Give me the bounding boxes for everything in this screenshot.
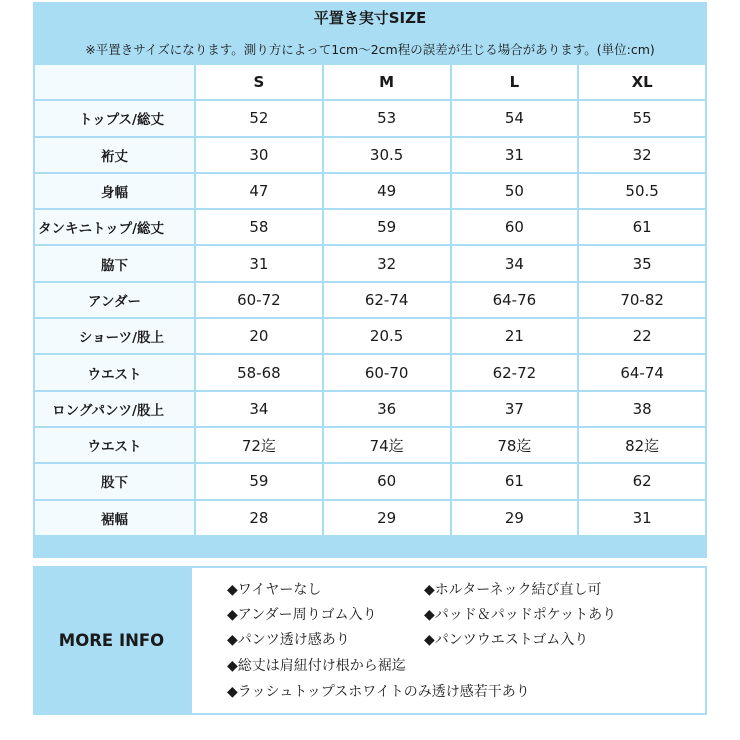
table-row xyxy=(35,101,705,135)
row-label: ウエスト xyxy=(35,355,194,389)
value-cell: 38 xyxy=(579,392,705,426)
value-cell: 60 xyxy=(324,464,450,498)
table-row xyxy=(35,138,705,172)
value-cell: 74迄 xyxy=(324,428,450,462)
table-row xyxy=(35,501,705,535)
value-cell: 20 xyxy=(196,319,322,353)
value-cell: 58 xyxy=(196,210,322,244)
value-cell: 32 xyxy=(579,138,705,172)
value-cell: 36 xyxy=(324,392,450,426)
more-info-panel xyxy=(33,566,707,715)
value-cell: 21 xyxy=(452,319,578,353)
value-cell: 20.5 xyxy=(324,319,450,353)
value-cell: 49 xyxy=(324,174,450,208)
value-cell: 58-68 xyxy=(196,355,322,389)
header-row xyxy=(35,65,705,99)
size-header-m: M xyxy=(324,65,450,99)
value-cell: 34 xyxy=(452,246,578,280)
row-label: ロングパンツ/股上 xyxy=(35,392,194,426)
value-cell: 70-82 xyxy=(579,283,705,317)
value-cell: 28 xyxy=(196,501,322,535)
row-label: ウエスト xyxy=(35,428,194,462)
value-cell: 60-72 xyxy=(196,283,322,317)
value-cell: 31 xyxy=(579,501,705,535)
value-cell: 64-74 xyxy=(579,355,705,389)
table-row xyxy=(35,319,705,353)
row-label: 裄丈 xyxy=(35,138,194,172)
info-item: ◆アンダー周りゴム入り xyxy=(227,607,377,623)
table-row xyxy=(35,428,705,462)
row-label: 脇下 xyxy=(35,246,194,280)
value-cell: 31 xyxy=(196,246,322,280)
row-label: 裾幅 xyxy=(35,501,194,535)
table-row xyxy=(35,246,705,280)
info-item: ◆パッド＆パッドポケットあり xyxy=(424,607,617,623)
row-label: 身幅 xyxy=(35,174,194,208)
table-row xyxy=(35,174,705,208)
value-cell: 78迄 xyxy=(452,428,578,462)
size-header-s: S xyxy=(196,65,322,99)
row-label: 股下 xyxy=(35,464,194,498)
value-cell: 30.5 xyxy=(324,138,450,172)
size-chart xyxy=(33,2,707,558)
row-label: アンダー xyxy=(35,283,194,317)
info-item: ◆ホルターネック結び直し可 xyxy=(424,582,602,598)
value-cell: 53 xyxy=(324,101,450,135)
value-cell: 35 xyxy=(579,246,705,280)
info-item: ◆総丈は肩紐付け根から裾迄 xyxy=(227,658,406,674)
chart-note: ※平置きサイズになります。測り方によって1cm～2cm程の誤差が生じる場合があります。(単位:cm) xyxy=(85,42,655,57)
value-cell: 54 xyxy=(452,101,578,135)
value-cell: 52 xyxy=(196,101,322,135)
value-cell: 47 xyxy=(196,174,322,208)
size-header-xl: XL xyxy=(579,65,705,99)
row-label: ショーツ/股上 xyxy=(35,319,194,353)
info-item: ◆パンツウエストゴム入り xyxy=(424,632,589,648)
more-info-heading: MORE INFO xyxy=(58,631,165,650)
chart-title: 平置き実寸SIZE xyxy=(313,9,427,27)
value-cell: 61 xyxy=(579,210,705,244)
value-cell: 31 xyxy=(452,138,578,172)
more-info-list xyxy=(192,568,705,713)
value-cell: 29 xyxy=(324,501,450,535)
corner-cell xyxy=(35,65,194,99)
table-row xyxy=(35,283,705,317)
row-label: トップス/総丈 xyxy=(35,101,194,135)
info-item: ◆パンツ透け感あり xyxy=(227,632,350,648)
table-row xyxy=(35,464,705,498)
value-cell: 22 xyxy=(579,319,705,353)
value-cell: 72迄 xyxy=(196,428,322,462)
info-item: ◆ワイヤーなし xyxy=(227,582,322,598)
size-header-l: L xyxy=(452,65,578,99)
value-cell: 55 xyxy=(579,101,705,135)
value-cell: 29 xyxy=(452,501,578,535)
value-cell: 61 xyxy=(452,464,578,498)
value-cell: 82迄 xyxy=(579,428,705,462)
table-row xyxy=(35,355,705,389)
value-cell: 62 xyxy=(579,464,705,498)
row-label: タンキニトップ/総丈 xyxy=(35,210,194,244)
value-cell: 62-74 xyxy=(324,283,450,317)
value-cell: 59 xyxy=(324,210,450,244)
value-cell: 50 xyxy=(452,174,578,208)
value-cell: 37 xyxy=(452,392,578,426)
value-cell: 62-72 xyxy=(452,355,578,389)
value-cell: 32 xyxy=(324,246,450,280)
value-cell: 60-70 xyxy=(324,355,450,389)
value-cell: 30 xyxy=(196,138,322,172)
info-item: ◆ラッシュトップスホワイトのみ透け感若干あり xyxy=(227,684,530,700)
value-cell: 60 xyxy=(452,210,578,244)
value-cell: 34 xyxy=(196,392,322,426)
value-cell: 64-76 xyxy=(452,283,578,317)
table-row xyxy=(35,392,705,426)
size-table xyxy=(33,63,707,537)
value-cell: 59 xyxy=(196,464,322,498)
table-row xyxy=(35,210,705,244)
value-cell: 50.5 xyxy=(579,174,705,208)
